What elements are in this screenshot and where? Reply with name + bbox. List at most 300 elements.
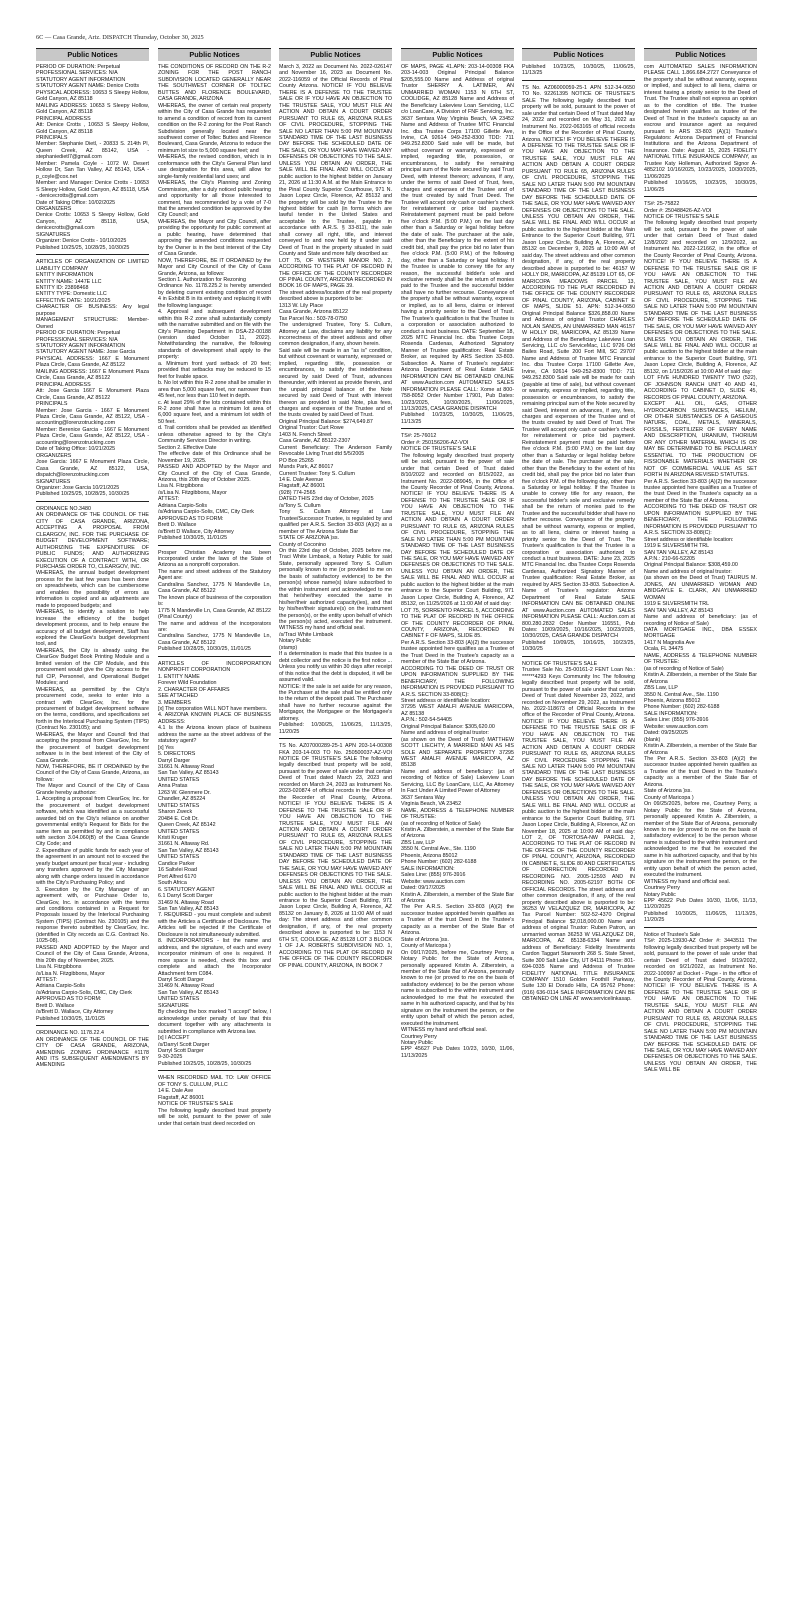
notice-paragraph: TS No. AZ07000289-25-1 APN 203-14-00308 FKA 203-14-003 TO No. 250500037-AZ-VOI NOTICE OF TRUSTEE'S SALE The following legally described trust property will be sold, pursuant to the power of sale under that certain Deed of Trust dated March 23, 2023 and recorded on March 24, 2023 as Instrument No. 2023-020874 of official records in the Office of the Recorder of Pinal County, Arizona. NOTICE! IF YOU BELIEVE THERE IS A DEFENSE TO THE TRUSTEE SALE OR IF YOU HAVE AN OBJECTION TO THE TRUSTEE SALE, YOU MUST FILE AN ACTION AND OBTAIN A COURT ORDER PURSUANT TO RULE 65, ARIZONA RULES OF CIVIL PROCEDURE, STOPPING THE SALE NO LATER THAN 5:00 PM MOUNTAIN STANDARD TIME OF THE LAST BUSINESS DAY BEFORE THE SCHEDULED DATE OF THE SALE, OR YOU MAY HAVE WAIVED ANY DEFENSES OR OBJECTIONS TO THE SALE. UNLESS YOU OBTAIN AN ORDER, THE SALE WILL BE FINAL AND WILL OCCUR at public auction to the highest bidder at the main entrance to the Superior Court Building, 971 Jason Lopez Circle, Building A, Florence, AZ 85132 on January 8, 2026 at 11:00 AM of said day: The street address and other common designation, if any, of the real property described above is purported to be: 1153 N 6TH ST, COOLIDGE, AZ 85128 LOT 3 BLOCK 1 OF J.A. ROBERTS SUBDIVISION NO. 1, ACCORDING TO THE PLAT OF RECORD IN THE OFFICE OF THE COUNTY RECORDER OF PINAL COUNTY, ARIZONA, IN BOOK 7: [279, 743, 392, 969]
notice-paragraph: San Tan Valley, AZ 85143: [158, 906, 219, 912]
notice-divider: [158, 545, 271, 546]
notice-paragraph: Name and address of beneficiary: (as of recording of Notice of Sale): [644, 614, 757, 627]
notice-paragraph: The undersigned Trustee, Tony S. Cullum, Attorney at Law, disclaims any liability for any incorrectness of the street address and other common designation, if any, shown herein.: [279, 322, 392, 348]
notice-paragraph: 3550 N. Central Ave., Ste. 1190: [644, 691, 719, 698]
notice-paragraph: Lisa N. Fitzgibbons: [158, 483, 204, 490]
notice-paragraph: Published 10/25/25, 10/28/25, 10/30/25: [36, 491, 130, 498]
notice-paragraph: ORGANIZERS: [36, 452, 72, 459]
notice-paragraph: ZBS Law, LLP: [401, 839, 435, 846]
notice-column-6: [644, 48, 757, 1588]
notice-paragraph: Phoenix, Arizona 85012: [644, 697, 701, 704]
notice-paragraph: /s/Traci White Limbaok: [279, 631, 334, 638]
notice-divider: [36, 1025, 149, 1026]
notice-paragraph: PHYSICAL ADDRESS: 10653 S Sleepy Hollow, Gold Canyon, AZ 85118: [36, 89, 149, 103]
notice-paragraph: Queen Creek, AZ 85142: [158, 822, 216, 829]
notice-paragraph: ORGANIZERS: [36, 205, 72, 212]
notice-paragraph: SALE INFORMATION:: [401, 865, 455, 872]
notice-paragraph: 16 Saltvlei Road: [158, 867, 197, 874]
notice-paragraph: STATUTORY AGENT NAME: Denice Crotts: [36, 83, 140, 90]
notice-paragraph: PASSED AND ADOPTED by the Mayor and City Council of the City of Casa Grande, Arizona, this 20th day of October 2025.: [158, 464, 271, 483]
notice-paragraph: 20484 E. Colt Dr.: [158, 815, 199, 822]
notice-paragraph: Website: www.auction.com: [401, 878, 465, 885]
notice-paragraph: 9-30-2025: [158, 1054, 183, 1061]
notice-paragraph: Original Trustor: Curt Rowe: [279, 425, 344, 432]
notice-paragraph: Forever Wild Foundation: [158, 680, 217, 687]
notice-paragraph: WHEREAS, the annual budget development process for the last few years has been done on spreadsheets, which can be cumbersome and enables the possibility of errors as information is copied and as adjustments are made to proposed budgets; and: [36, 570, 149, 609]
notice-paragraph: Candice Parker: [158, 860, 195, 867]
notice-paragraph: SIGNATURES: [36, 231, 71, 238]
notice-paragraph: The effective date of this Ordinance shall be November 19, 2025.: [158, 451, 271, 464]
notice-paragraph: PERIOD OF DURATION: Perpetual: [36, 64, 121, 70]
notice-paragraph: WHEN RECORDED MAIL TO: LAW OFFICE OF TONY S. CULLUM, PLLC: [158, 1075, 271, 1088]
notice-paragraph: NOTICE OF TRUSTEE'S SALE: [522, 660, 598, 667]
notice-paragraph: MAILING ADDRESS: 1667 E Monument Plaza Circle, Casa Grande, AZ 85122: [36, 368, 149, 382]
notice-paragraph: Member: Jose Garcia - 1667 E Monument Plaza Circle, Casa Grande, AZ 85122, USA - accounting@lorenzotrucking.com: [36, 407, 149, 427]
notice-paragraph: Published 10/25/25, 10/28/25, 10/30/25: [158, 1060, 252, 1067]
notice-paragraph: Denice Crotts: 10653 S Sleepy Hollow, Gold Canyon, AZ 85118, USA, denicecrotts@gmail.com: [36, 212, 149, 232]
notice-paragraph: Published 10/30/25, 11/06/25, 11/13/25, 11/20/25: [644, 910, 757, 924]
notice-paragraph: Phone Number: (602) 282-6188: [401, 859, 477, 866]
notice-paragraph: ENTITY ID: 23898468: [36, 284, 89, 291]
notice-paragraph: PASSED AND ADOPTED by the Mayor and Council of the City of Casa Grande, Arizona, this 20th day of November, 2025.: [36, 944, 149, 964]
notice-paragraph: The following legally described trust property will be sold, pursuant to the power of sale under that certain Deed of Trust dated 12/8/2022 and recorded on 12/9/2022, as Instrument No. 2022-121662, in the office of the County Recorder of Pinal County, Arizona. NOTICE! IF YOU BELIEVE THERE IS A DEFENSE TO THE TRUSTEE SALE OR IF YOU HAVE AN OBJECTION TO THE TRUSTEE SALE, YOU MUST FILE AN ACTION AND OBTAIN A COURT ORDER PURSUANT TO RULE 65, ARIZONA RULES OF CIVIL PROCEDURE, STOPPING THE SALE NO LATER THAN 5:00 PM MOUNTAIN STANDARD TIME OF THE LAST BUSINESS DAY BEFORE THE SCHEDULED DATE OF THE SALE, OR YOU MAY HAVE WAIVED ANY DEFENSES OR OBJECTIONS TO THE SALE. UNLESS YOU OBTAIN AN ORDER, THE SALE WILL BE FINAL AND WILL OCCUR at public auction to the highest bidder at the main entrance to the Superior Court Building, 971 Jason Lopez Circle, Building A, Florence, AZ 85132, on 1/15/2026 at 10:00 AM of said day:: [644, 220, 757, 375]
notice-paragraph: Notice of Trustee's Sale: [644, 931, 701, 938]
notice-paragraph: EXCEPT ALL OIL, GAS, OTHER HYDROCARBON SUBSTANCES, HELIUM, OR OTHER SUBSTANCES OF A GASEOUS NATURE, COAL, METALS, MINERALS, FOSSILS, FERTILIZER OF EVERY NAME AND DESCRIPTION, URANIUM, THORIUM OR ANY OTHER MATERIAL WHICH IS OR MAY BE DETERMINED TO BE PECULIARLY ESSENTIAL TO THE PRODUCTION OF FISSIONABLE MATERIALS WHETHER OR NOT OF COMMERCIAL VALUE AS SET FORTH IN ARIZONA REVISED STATUTES.: [644, 401, 757, 479]
notice-paragraph: Candralina Sanchez, 1775 N Mandeville Ln, Casa Grande, AZ 85122: [158, 581, 271, 595]
notice-paragraph: Member: and Manager: Denice Crotts - 10653 S Sleepy Hollow, Gold Canyon, AZ 85118, USA - denicecrotts@gmail.com: [36, 180, 149, 200]
notice-paragraph: Organizer: Denice Crotts - 10/10/2025: [36, 238, 127, 245]
notice-paragraph: San Tan Valley, AZ 85143: [158, 989, 219, 996]
notice-divider: [158, 656, 271, 657]
notice-paragraph: ZBS Law, LLP: [644, 685, 678, 692]
notice-divider: [644, 196, 757, 197]
notice-paragraph: The following legally described trust property will be sold, pursuant to the power of sale under that certain Deed of Trust dated 8/10/2022 and recorded on 8/15/2022, as Instrument No. 2022-089045, in the Office of the County Recorder of Pinal County, Arizona. NOTICE! IF YOU BELIEVE THERE IS A DEFENSE TO THE TRUSTEE SALE OR IF YOU HAVE AN OBJECTION TO THE TRUSTEE SALE, YOU MUST FILE AN ACTION AND OBTAIN A COURT ORDER PURSUANT TO RULE 65, ARIZONA RULES OF CIVIL PROCEDURE, STOPPING THE SALE NO LATER THAN 5:00 PM MOUNTAIN STANDARD TIME OF THE LAST BUSINESS DAY BEFORE THE SCHEDULED DATE OF THE SALE, OR YOU MAY HAVE WAIVED ANY DEFENSES OR OBJECTIONS TO THE SALE. UNLESS YOU OBTAIN AN ORDER, THE SALE WILL BE FINAL AND WILL OCCUR at public auction to the highest bidder at the main entrance to the Superior Court Building, 971 Jason Lopez Circle, Building A, Florence, AZ 85132, on 11/25/2026 at 11:00 AM of said day:: [401, 452, 514, 608]
notice-paragraph: 31469 N. Altaway Road: [158, 899, 214, 906]
notice-paragraph: Original Principal Balance: $274,649.87: [279, 418, 373, 425]
notice-paragraph: Kristin A. Zilberstein, a member of the State Bar of Arizona: [644, 743, 757, 756]
notice-paragraph: 4. ARIZONA KNOWN PLACE OF BUSINESS ADDRESS:: [158, 712, 271, 725]
notice-paragraph: Sales Line: (855) 976-3916: [401, 872, 466, 879]
public-notice: [522, 661, 635, 1003]
notice-paragraph: Notary Public: [401, 1039, 433, 1046]
notice-paragraph: ORDINANCE NO. 1178.22.4: [36, 1030, 104, 1037]
notice-paragraph: Order #: 250488426-AZ-VOI: [644, 207, 712, 214]
notice-paragraph: ENTITY INFORMATION: [36, 272, 94, 279]
notice-paragraph: Phoenix, Arizona 85012: [401, 852, 458, 859]
notice-paragraph: Att: Denice Crotts , 10653 S Sleepy Hollow, Gold Canyon, AZ 85118: [36, 122, 149, 135]
section-header: Public Notices: [36, 48, 149, 61]
notice-paragraph: Said sale will be made in an "as is" condition, but without covenant or warranty, expressed or implied, regarding title, possession or encumbrances, to satisfy the indebtedness secured by said Deed of Trust, advances thereunder, with interest as provide therein, and the unpaid principal balance of the Note secured by said Deed of Trust with interest thereon as provided in said Note, plus fees, charges and expenses of the Trustee and of the trusts created by said Deed of Trust.: [279, 347, 392, 419]
section-header: Public Notices: [644, 48, 757, 61]
notice-paragraph: NOW, THEREFORE, BE IT ORDAINED by the Mayor and City Council of the City of Casa Grande, Arizona, as follows:: [158, 257, 271, 277]
notice-paragraph: PRINCIPAL ADDRESS: [36, 115, 91, 122]
notice-paragraph: Flagstaff, AZ 86001: [158, 1094, 205, 1101]
notice-paragraph: Casa Grande, Arizona 85122: [279, 309, 348, 316]
public-notice: [36, 1030, 149, 1069]
notice-paragraph: MAILING ADDRESS: 10653 S Sleepy Hollow, Gold Canyon, AZ 85118: [36, 102, 149, 116]
notice-paragraph: [x] Yes: [158, 744, 174, 751]
notice-paragraph: Sales Line: (855) 976-3916: [644, 717, 709, 724]
notice-column-3: [279, 48, 392, 1588]
masthead: 6C — Casa Grande, Ariz. DISPATCH Thursday, October 30, 2025: [36, 34, 204, 41]
notice-paragraph: UNITED STATES: [158, 854, 200, 861]
notice-paragraph: PRINCIPALS: [36, 134, 68, 141]
notice-paragraph: 3550 N. Central Ave., Ste. 1190: [401, 846, 476, 853]
notice-paragraph: Tax Parcel No.: 503-78-0750: [279, 315, 348, 322]
notice-paragraph: Att: Jose Garcia 1667 E Monument Plaza Circle, Casa Grande, AZ 85122: [36, 388, 149, 401]
notice-paragraph: The Mayor and Council of the City of Casa Grande hereby authorize:: [36, 783, 149, 796]
notice-paragraph: ATTEST:: [36, 976, 57, 983]
notice-paragraph: /s/Brett D. Wallace, City Attorney: [36, 1009, 114, 1016]
notice-paragraph: Brett D. Wallace: [36, 1002, 75, 1009]
public-notice: [522, 85, 635, 653]
notice-paragraph: WHEREAS, as permitted by the City's procurement code, seeks to enter into a contract with ClearGov, Inc. for the procurement of budget development software on the terms, conditions, and specifications set forth in the Interlocal Purchasing System (TIPS) (Contract No. 230105); and: [36, 686, 149, 732]
notice-paragraph: Kristin A. Zilberstein, a member of the State Bar of Arizona: [644, 672, 757, 685]
notice-paragraph: On 09/17/2025, before me, Courtney Perry, a Notary Public for the State of Arizona, personally appeared Kristin A. Zilberstein, a member of the State Bar of Arizona, personally known to me (or proved to me on the basis of satisfactory evidence) to be the person whose name is subscribed to the within instrument and acknowledged to me that he executed the same in his authorized capacity, and that by his signature on the instrument the person, or the entity upon behalf of which the person acted, executed the instrument.: [401, 949, 514, 1027]
notice-paragraph: A.P.N.: 210-66-52205: [644, 555, 695, 562]
notice-paragraph: UNITED STATES: [158, 802, 200, 809]
notice-paragraph: Published 10/16/25, 10/23/25, 10/30/25, 11/06/25: [644, 180, 757, 193]
notice-paragraph: 2. CHARACTER OF AFFAIRS: [158, 686, 230, 693]
notice-paragraph: Sharon Zweck: [158, 809, 193, 816]
notice-column-1: [36, 48, 149, 1588]
notice-paragraph: PHYSICAL ADDRESS: 1667 E Monument Plaza Circle, Casa Grande, AZ 85122: [36, 355, 149, 369]
notice-paragraph: State of Arizona )ss.: [401, 936, 449, 943]
notice-paragraph: EPP 45627 Pub Dates 10/23, 10/30, 11/06, 11/13/2025: [401, 1046, 514, 1059]
notice-paragraph: WHEREAS, the Mayor and Council find that accepting the proposal from ClearGov, Inc. for the procurement of budget development software is in the best interest of the City of Casa Grande.: [36, 731, 149, 764]
notice-paragraph: Tony S. Cullum Attorney at Law Trustee/Successor Trustee, is regulated by and qualified per A.R.S. Section 33-803 (A)(2) as a member of The Arizona State Bar: [279, 509, 392, 535]
notice-paragraph: A.P.N.: 502-54-54405: [401, 717, 452, 724]
notice-paragraph: SALE INFORMATION:: [644, 710, 698, 717]
notice-paragraph: County of Maricopa ): [401, 943, 451, 950]
notice-paragraph: /s/Tony S. Cullum: [279, 502, 321, 509]
notice-paragraph: d. Trail corridors shall be provided as identified unless otherwise agreed to by the City's Community Services Director in writing.: [158, 425, 271, 445]
notice-paragraph: TS#: 25-75822: [644, 201, 680, 208]
notice-paragraph: ENTITY NAME: 1447E LLC: [36, 278, 102, 285]
notice-divider: [522, 656, 635, 657]
public-notice: [158, 1075, 271, 1127]
notice-paragraph: By checking the box marked "I accept" below, I acknowledge under penalty of law that this document together with any attachments is submitted in compliance with Arizona law.: [158, 1009, 271, 1035]
notice-paragraph: The following legally described trust property will be sold, pursuant to the power of sale under that certain trust deed recorded on: [158, 1107, 271, 1127]
public-notice: [36, 64, 149, 251]
notice-paragraph: NOTICE OF TRUSTEE'S SALE: [401, 446, 477, 453]
notice-paragraph: ORDINANCE NO.3480: [36, 505, 91, 512]
notice-paragraph: Website: www.auction.com: [644, 723, 708, 730]
notice-paragraph: /s/Lisa N. Fitzgibbons, Mayor: [158, 489, 227, 496]
notice-paragraph: 14 E. Dale Avenue: [279, 477, 324, 483]
notice-divider: [522, 80, 635, 81]
notice-paragraph: Candralina Sanchez, 1775 N Mandeville Ln, Casa Grande, AZ 85122: [158, 633, 271, 646]
notice-paragraph: Street address or identifiable location:: [401, 697, 491, 704]
notice-paragraph: ACCORDING TO THE DEED OF TRUST OR UPON INFORMATION SUPPLIED BY THE BENEFICIARY, THE FOLLOWING INFORMATION IS PROVIDED PURSUANT TO A.R.S. SECTION 33-808(C):: [401, 665, 514, 698]
notice-paragraph: DATED THIS 23rd day of October, 2025: [279, 496, 374, 503]
notice-paragraph: OF MAPS, PAGE 41.APN: 203-14-00308 FKA 203-14-003 Original Principal Balance $205,555.00 Name and Address of original Trustor SHERRY A. LATIMER, AN UNMARRIED WOMAN 1153 N 6TH ST, COOLIDGE, AZ 85128 Name and Address of the Beneficiary Lakeview Loan Servicing, LLC c/o LoanCare, A Division of FNF Servicing, Inc. 3637 Sentara Way Virginia Beach, VA 23452 Name and Address of Trustee MTC Financial Inc. dba Trustee Corps 17100 Gillette Ave, Irvine, CA 92614 949-252-8300 TDD: 711 949.252.8300 Said sale will be made, but without covenant or warranty, expressed or implied, regarding title, possession, or encumbrances, to satisfy the remaining principal sum of the Note secured by said Trust Deed, with interest thereon; advances, if any, under the terms of said Deed of Trust, fees, charges and expenses of the Trustee and of the trust created by said Trust Deed. The Trustee will accept only cash or cashier's check for reinstatement or price bid payment. Reinstatement payment must be paid before five o'clock P.M. (5:00 P.M.) on the last day other than a Saturday or legal holiday before the date of sale. The purchaser at the sale, other than the Beneficiary to the extent of his credit bid, shall pay the price bid no later than five o'clock P.M. (5:00 P.M.) of the following day, other than a Saturday or legal holiday. If the Trustee is unable to convey title for any reason, the successful bidder's sole and exclusive remedy shall be the return of monies paid to the Trustee and the successful bidder shall have no further recourse. Conveyance of the property shall be without warranty, express or implied, as to all liens, claims or interest having a priority senior to the Deed of Trust. The Trustee's qualification is that the Trustee is a corporation or association authorized to conduct a trust business. DATE: September 18, 2025 MTC Financial Inc. dba Trustee Corps Rosenda Cardenas, Authorized Signatory Manner of Trustee qualification: Real Estate Broker, as required by ARS Section 33-803. Subsection A. Name of Trustee's regulator: Arizona Department of Real Estate SALE INFORMATION CAN BE OBTAINED ONLINE AT www.Auction.com AUTOMATED SALES INFORMATION PLEASE CALL: Xome at 800-758-8052 Order Number 17901, Pub Dates: 10/23/2025, 10/30/2025, 11/06/2025, 11/13/2025, CASA GRANDE DISPATCH: [401, 64, 514, 413]
notice-paragraph: EPP 45622 Pub Dates 10/30, 11/06, 11/13, 11/20/2025: [644, 898, 757, 911]
notice-paragraph: SAN TAN VALLEY, AZ 85143: [644, 607, 714, 614]
section-header: Public Notices: [522, 48, 635, 61]
notice-paragraph: /s/Adriana Carpio-Solis, CMC, City Clerk: [158, 509, 254, 516]
notice-paragraph: /s/Lisa N. Fitzgibbons, Mayor: [36, 970, 105, 977]
notice-paragraph: 3637 Sentara Way: [401, 794, 446, 801]
notice-column-5: [522, 48, 635, 1588]
notice-paragraph: Prosper Christian Academy has been incorporated under the laws of the State of Arizona as a nonprofit corporation.: [158, 549, 271, 569]
notice-paragraph: San Tan Valley, AZ 85143: [158, 847, 219, 854]
notice-paragraph: Dated: 09/25/2025: [644, 730, 688, 737]
notice-paragraph: PROFESSIONAL SERVICES: N/A: [36, 336, 118, 343]
notice-divider: [36, 501, 149, 502]
notice-paragraph: PRINCIPALS: [36, 401, 68, 408]
notice-paragraph: ARTICLES OF ORGANIZATION OF LIMITED LIABILITY COMPANY: [36, 259, 149, 272]
notice-paragraph: Per A.R.S. Section 33-803 (A)(2) the successor trustee appointed here qualifies as a Trustee of the Trust Deed in the Trustee's capacity as a member of the State Bar of Arizona.: [401, 639, 514, 666]
notice-paragraph: County of Maricopa ): [644, 794, 694, 801]
notice-paragraph: 5. DIRECTORS: [158, 751, 196, 758]
notice-paragraph: (928) 774-2565: [279, 489, 316, 496]
notice-paragraph: If a determination is made that this trustee is a debt collector and the notice is the first notice ... Unless you notify us within 30 days after receipt of this notice that the debt is disputed, it will be assumed valid.: [279, 651, 392, 684]
notice-paragraph: 1417 N Magnolia Ave: [644, 639, 695, 646]
notice-paragraph: MANAGEMENT STRUCTURE: Member-Owned: [36, 317, 149, 330]
notice-paragraph: (as of recording of Notice of Sale): [644, 665, 724, 672]
notice-paragraph: NAME, ADDRESS & TELEPHONE NUMBER OF TRUSTEE:: [401, 807, 514, 821]
notice-paragraph: (as of recording of Notice of Sale): [401, 820, 481, 827]
notice-paragraph: [x] The corporation WILL NOT have members.: [158, 705, 268, 712]
notice-paragraph: 6. STATUTORY AGENT: [158, 886, 215, 893]
notice-paragraph: Published 10/30/25, 11/01/25: [158, 535, 228, 542]
notice-paragraph: State of Arizona )ss.: [644, 788, 692, 795]
notice-paragraph: March 3, 2022 as Document No. 2022-026147 and November 16, 2023 as Document No. 2022-116059 of the Official Records of Pinal County Arizona. NOTICE! IF YOU BELIEVE THERE IS A DEFENSE TO THE TRUSTEE SALE OR IF YOU HAVE AN OBJECTION TO THE TRUSTEE SALE, YOU MUST FILE AN ACTION AND OBTAIN A COURT ORDER PURSUANT TO RULE 65, ARIZONA RULES OF CIVIL PROCEDURE, STOPPING THE SALE NO LATER THAN 5:00 PM MOUNTAIN STANDARD TIME OF THE LAST BUSINESS DAY BEFORE THE SCHEDULED DATE OF THE SALE, OR YOU MAY HAVE WAIVED ANY DEFENSES OR OBJECTIONS TO THE SALE. UNLESS YOU OBTAIN AN ORDER, THE SALE WILL BE FINAL AND WILL OCCUR at public auction to the highest bidder on January 21, 2026 at 11:30 A.M. at the Main Entrance to the Pinal County Superior Courthouse, 971 N. Jason Lopez Circle, Florence, AZ 85132 and the property will be sold by the Trustee to the highest bidder for cash (in forms which are lawful tender in the United States and acceptable to the Trustee, payable in accordance with A.R.S. § 33-811), the sale shall convey all right, title, and interest conveyed to and now held by it under said Deed of Trust in the property situated in said County and State and more fully described as:: [279, 64, 392, 258]
notice-paragraph: Member: Pamela Coyle - 1072 W. Desert Hollow Dr, San Tan Valley, AZ 85143, USA - p_coyle@cox.net: [36, 160, 149, 180]
public-notice: [279, 743, 392, 969]
notice-paragraph: TS#: 25-76012: [401, 433, 437, 440]
notice-paragraph: Chandler, AZ 85224: [158, 796, 206, 803]
public-notice: [644, 201, 757, 924]
notice-paragraph: WHEREAS, the City is already using the ClearGov Budget Book Printing Module and a limited version of the CIP Module, and this procurement would give the City access to the full CIP, Personnel, and Operational Budget Modules; and: [36, 647, 149, 687]
notice-paragraph: 14 E. Dale Ave: [158, 1088, 194, 1095]
notice-paragraph: Street address or identifiable location:: [644, 536, 734, 543]
section-header: Public Notices: [401, 48, 514, 61]
public-notice: [158, 661, 271, 1068]
notice-paragraph: EFFECTIVE DATE: 10/21/2025: [36, 297, 111, 304]
notice-paragraph: STATUTORY AGENT INFORMATION: [36, 76, 126, 83]
notice-paragraph: WHEREAS, to identify a solution to help increase the efficiency of the budget development process, and to help ensure the accuracy of all budget development, Staff has explored the ClearGov's budget development tool, and: [36, 609, 149, 648]
notice-paragraph: Kristin A. Zilberstein, a member of the State Bar of Arizona: [401, 827, 514, 840]
notice-paragraph: STATUTORY AGENT INFORMATION: [36, 343, 126, 350]
notice-paragraph: On 09/25/2025, before me, Courtney Perry, a Notary Public for the State of Arizona, personally appeared Kristin A. Zilberstein, a member of the State Bar of Arizona, personally known to me (or proved to me on the basis of satisfactory evidence) to be the person whose name is subscribed to the within instrument and acknowledged to me that he executed the same in his authorized capacity, and that by his signature on the instrument the person, or the entity upon behalf of which the person acted, executed the instrument.: [644, 801, 757, 879]
notice-paragraph: ATTEST:: [158, 496, 179, 503]
notice-paragraph: Adriana Carpio-Solis: [158, 502, 208, 509]
notice-paragraph: Anna Pratas: [158, 783, 188, 790]
section-header: Public Notices: [279, 48, 392, 61]
notice-paragraph: NAME, ADDRESS & TELEPHONE NUMBER OF TRUSTEE:: [644, 652, 757, 666]
public-notice: [644, 64, 757, 193]
notice-paragraph: 1. ENTITY NAME: [158, 673, 200, 680]
notice-paragraph: Published 10/30/25, 11/01/25: [36, 1015, 106, 1022]
notice-divider: [158, 1070, 271, 1071]
notice-paragraph: SIGNATURE: [158, 1002, 189, 1009]
notice-paragraph: WHEREAS, the Mayor and City Council, after providing the opportunity for public comment at a public hearing, have determined that approving the amended conditions requested by the Owner is in the best interest of the City of Casa Grande.: [158, 218, 271, 258]
notice-paragraph: NOTICE: If the sale is set aside for any reason, the Purchaser at the sale shall be entitled only to the return of the deposit paid. The Purchaser shall have no further recourse against the Mortgagor, the Mortgagee or the Mortgagee's attorney.: [279, 683, 392, 722]
notice-paragraph: 1919 E SILVERSMITH TRL: [644, 601, 710, 608]
notice-paragraph: /s/Brett D Wallace, City Attorney: [158, 528, 234, 535]
notice-paragraph: AN ORDINANCE OF THE COUNCIL OF THE CITY OF CASA GRANDE, ARIZONA, ACCEPTING A PROPOSAL FROM CLEARGOV, INC. FOR THE PURCHASE OF BUDGET DEVELOPMENT SOFTWARE; AUTHORIZING THE EXPENDITURE OF PUBLIC FUNDS; AND AUTHORIZING EXECUTION OF A CONTRACT WITH, OR PURCHASE ORDER TO, CLEARGOV, INC.: [36, 512, 149, 570]
notice-paragraph: WHEREAS, the City's Planning and Zoning Commission, after a duly noticed public hearing and opportunity for all those interested to comment, has recommended by a vote of 7-0 that the amended condition be approved by the City Council; and: [158, 180, 271, 219]
notice-paragraph: Original Principal Balance: $305,620.00: [401, 723, 495, 730]
notice-paragraph: /s/Adriana Carpio-Solis, CMC, City Clerk: [36, 989, 132, 996]
notice-paragraph: SIGNATURES: [36, 478, 71, 485]
notice-paragraph: (as shown on the Deed of Trust) TAURUS M. JONES, AN UNMARRIED WOMAN AND ABIDGAYLE E. CLARK, AN UNMARRIED WOMAN: [644, 575, 757, 601]
notice-column-4: [401, 48, 514, 1588]
public-notice: [522, 64, 635, 77]
notice-paragraph: Current Trustee: Tony S. Cullum: [279, 470, 355, 477]
notice-paragraph: PO Box 25265: [279, 457, 314, 464]
notice-paragraph: STATE OF ARIZONA )ss.: [279, 535, 340, 542]
notice-paragraph: 1313 W. Lily Place: [279, 302, 323, 309]
notice-paragraph: (as shown on the Deed of Trust) MATTHEW SCOTT LIECHTY, A MARRIED MAN AS HIS SOLE AND SEPARATE PROPERTY 37295 WEST AMALFI AVENUE MARICOPA, AZ 85138: [401, 736, 514, 769]
notice-paragraph: Ordinance No. 1178.225.2 is hereby amended by deleting current existing condition of record 4 in Exhibit B in its entirety and replacing it with the following language:: [158, 283, 271, 309]
notice-paragraph: UNITED STATES: [158, 828, 200, 835]
notice-paragraph: Munds Park, AZ 86017: [279, 464, 334, 471]
notice-paragraph: STATUTORY AGENT NAME: Jose Garcia: [36, 349, 136, 356]
notice-paragraph: Lisa N. Fitzgibbons: [36, 964, 82, 971]
notice-paragraph: SAN TAN VALLEY, AZ 85143: [644, 549, 714, 556]
notice-paragraph: 37295 WEST AMALFI AVENUE MARICOPA, AZ 85138: [401, 704, 514, 717]
notice-paragraph: Notary Public: [279, 638, 311, 645]
notice-paragraph: Brett D. Wallace: [158, 522, 197, 529]
notice-paragraph: UNITED STATES: [158, 996, 200, 1003]
notice-paragraph: DATA MORTGAGE INC., DBA ESSEX MORTGAGE: [644, 626, 757, 640]
notice-paragraph: (blank): [644, 736, 661, 743]
notice-paragraph: County of Coconino: [279, 541, 326, 548]
notice-paragraph: Phone Number: (602) 282-6188: [644, 704, 720, 711]
notice-paragraph: 2. Expenditure of public funds for each year of the agreement in an amount not to exceed the yearly budget amount per fiscal year - including any transfers approved by the City Manager along with change orders issued in accordance with the City's Purchasing Policy; and: [36, 847, 149, 887]
notice-paragraph: Published 10/25/25, 10/28/25, 10/30/25: [36, 244, 130, 251]
notice-paragraph: NOW, THEREFORE, BE IT ORDAINED by the Council of the City of Casa Grande, Arizona, as follows:: [36, 764, 149, 783]
notice-paragraph: 1. Accepting a proposal from ClearGov, Inc. for the procurement of budget development software, which was identified as a successful awarded bid on the City's reliance on another governmental entity's Request for Bids for the same item as permitted by and in compliance with section 3.04.060(B) of the Casa Grande City Code; and: [36, 796, 149, 848]
notice-paragraph: TS#: 2025-13930-AZ Order #: 3443511 The following legally described trust property will be sold, pursuant to the power of sale under that certain Deed of Trust dated 9/19/2022, recorded on 9/21/2022, as Instrument No. 2022-100997 at Docket - Page - in the office of the County Recorder of Pinal County, Arizona. NOTICE! IF YOU BELIEVE THERE IS A DEFENSE TO THE TRUSTEE SALE OR IF YOU HAVE AN OBJECTION TO THE TRUSTEE SALE, YOU MUST FILE AN ACTION AND OBTAIN A COURT ORDER PURSUANT TO RULE 65, ARIZONA RULES OF CIVIL PROCEDURE, STOPPING THE SALE NO LATER THAN 5:00 PM MOUNTAIN STANDARD TIME OF THE LAST BUSINESS DAY BEFORE THE SCHEDULED DATE OF THE SALE, OR YOU MAY HAVE WAIVED ANY DEFENSES OR OBJECTIONS TO THE SALE. UNLESS YOU OBTAIN AN ORDER, THE SALE WILL BE: [644, 938, 757, 1074]
notice-paragraph: AN ORDINANCE OF THE COUNCIL OF THE CITY OF CASA GRANDE, ARIZONA, AMENDING ZONING ORDINANCE #1178 AND ITS SUBSEQUENT AMENDMENTS BY AMENDING: [36, 1036, 149, 1069]
notice-paragraph: 1775 N Mandeville Ln, Casa Grande, AZ 85122 (Pinal County): [158, 607, 271, 621]
notice-paragraph: 3. Execution by the City Manager of an agreement with, or Purchase Order to, ClearGov, Inc. in accordance with the terms and conditions contained in a Request for Proposals issued by the Interlocal Purchasing System (TIPS) (Contract No. 230105) and the response thereto submitted by ClearGov, Inc. (identified in City records as C.G. Contract No. 1025-08).: [36, 886, 149, 945]
notice-paragraph: San Tan Valley, AZ 85143: [158, 770, 219, 777]
notice-paragraph: Order #: 250156206-AZ-VOI: [401, 439, 469, 446]
notice-paragraph: 1919 E SILVERSMITH TRL: [644, 543, 710, 550]
notice-paragraph: LOT 75, OF WESTERN MANOR NO. 2, ACCORDING TO THE PLAT OF RECORD IN THE OFFICE OF THE COUNTY RECORDER OF PINAL COUNTY, ARIZONA RECORDED IN BOOK 16 OF MAPS, PAGE 39.: [279, 257, 392, 290]
notice-paragraph: The street address/location of the real property described above is purported to be:: [279, 289, 392, 303]
notice-paragraph: PROFESSIONAL SERVICES: N/A: [36, 70, 118, 77]
notice-paragraph: APPROVED AS TO FORM:: [158, 515, 224, 522]
notice-paragraph: com AUTOMATED SALES INFORMATION PLEASE CALL 1.866.684.2727 Conveyance of the property shall be without warranty, express or implied, and subject to all liens, claims or interest having a priority senior to the Deed of Trust. The Trustee shall not express an opinion as to the condition of title. The trustee designated herein qualifies as trustee of the Deed of Trust in the trustee's capacity as an escrow and insurance agent as required pursuant to ARS 33-803 (A)(1) Trustee's Regulators: Arizona Department of Financial Institutions and the Arizona Department of Insurance. Date: August 15, 2025 FIDELITY NATIONAL TITLE INSURANCE COMPANY, as Trustee Katy Holleman, Authorized Signor A-4852102 10/16/2025, 10/23/2025, 10/30/2025, 11/06/2025: [644, 64, 757, 180]
notice-paragraph: Flagstaff, AZ 86001: [279, 483, 326, 490]
notice-paragraph: 31661 N. Altaway Rd.: [158, 841, 210, 848]
notice-paragraph: The known place of business of the corporation is:: [158, 594, 271, 608]
notice-paragraph: ARTICLES OF INCORPORATION NONPROFIT CORPORATION: [158, 660, 271, 674]
notice-column-2: [158, 48, 271, 1588]
notice-paragraph: Published: 10/30/25, 11/06/25, 11/13/25, 11/20/25: [279, 722, 392, 735]
notice-paragraph: Published 10/23/25, 10/30/25, 11/06/25, 11/13/25: [522, 64, 635, 77]
notice-paragraph: Current Beneficiary: The Anderson Family Revocable Living Trust dtd 5/5/2005: [279, 444, 392, 458]
public-notice: [279, 64, 392, 735]
notice-paragraph: Darryl Darger: [158, 757, 191, 764]
notice-paragraph: 31469 N. Altaway Road: [158, 983, 214, 990]
public-notice: [36, 259, 149, 498]
notice-paragraph: The Per A.R.S. Section 33-803 (A)(2) the successor trustee appointed herein qualifies as a Trustee of the trust Deed in the Trustee's capacity as a member of the State Bar of Arizona.: [644, 756, 757, 788]
notice-divider: [36, 254, 149, 255]
notice-paragraph: 8. INCORPORATORS - list the name and address, and the signature, of each and every incorporator minimum of one is required. If more space is needed, check this box and complete and attach the Incorporator Attachment form C084.: [158, 938, 271, 977]
notice-paragraph: WITNESS my hand and official seal.: [401, 1027, 488, 1034]
notice-paragraph: THE CONDITIONS OF RECORD ON THE R-2 ZONING FOR THE POST RANCH SUBDIVISION LOCATED GENERALLY NEAR THE SOUTHWEST CORNER OF TOLTEC BUTTES AND FLORENCE BOULEVARD, CASA GRANDE, ARIZONA: [158, 64, 271, 103]
notice-paragraph: Date of Taking Office: 10/02/2025: [36, 199, 116, 206]
notice-paragraph: The name and street address of the Statutory Agent are:: [158, 568, 271, 582]
notice-paragraph: 31661 N. Altaway Road: [158, 764, 214, 771]
notice-paragraph: Section 2. Effective Date: [158, 444, 217, 451]
notice-paragraph: 6.1 Darryl Scott Darger: [158, 893, 213, 900]
notice-paragraph: WHEREAS, the revised condition, which is in conformance with the City's General Plan land use designation for this area, will allow for single-family residential land uses; and: [158, 154, 271, 180]
public-notice: [644, 932, 757, 1074]
notice-paragraph: Courtney Perry: [644, 885, 680, 892]
notice-paragraph: The Per A.R.S. Section 33-803 (A)(2) the successor trustee appointed herein qualifies as a Trustee of the trust Deed in the Trustee's capacity as a member of the State Bar of Arizona.: [401, 904, 514, 937]
notice-paragraph: Original Principal Balance: $308,459.00: [644, 562, 738, 569]
public-notice: [36, 506, 149, 1022]
notice-paragraph: PRINCIPAL ADDRESS: [36, 381, 91, 388]
public-notice: [158, 550, 271, 653]
notice-paragraph: ENTITY TYPE: Domestic LLC: [36, 291, 107, 298]
public-notice: [158, 64, 271, 542]
notice-divider: [644, 927, 757, 928]
notice-paragraph: /s/Darryl Scott Darger: [158, 1041, 210, 1048]
notice-paragraph: APPROVED AS TO FORM:: [36, 996, 102, 1003]
notice-paragraph: WITNESS my hand and official seal.: [644, 878, 731, 885]
notice-paragraph: UNITED STATES: [158, 776, 200, 783]
notice-paragraph: South Africa: [158, 880, 187, 887]
notice-paragraph: WHEREAS, the owner of certain real property within the City of Casa Grande has requested to amend a condition of record from its current condition on the R-2 zoning for the Post Ranch Subdivision generally located near the southwest corner of Toltec Buttes and Florence Boulevard, Casa Grande, Arizona to reduce the minimum lot size to 5,000 square feet; and: [158, 102, 271, 154]
notice-paragraph: On this 23rd day of October, 2025 before me, Traci White Limbaok, a Notary Public for said State, personally appeared Tony S. Cullum personally known to me (or provided to me on the basis of satisfactory evidence) to be the person(s) whose name(s) is/are subscribed to the within instrument and acknowledged to me that he/she/they executed the same in his/her/their authorized capacity(ies), and that by his/her/their signature(s) on the instrument the person(s), or the entity upon behalf of which the person(s) acted, executed the instrument. WITNESS my hand and official seal.: [279, 547, 392, 632]
notice-paragraph: 4. Approval and subsequent development within this R-2 zone shall substantially comply with the narrative submitted and on file with the City's Planning Department in DSA-22-00188 (version dated October 11, 2022). Notwithstanding the narrative, the following standards of development shall apply to the property:: [158, 309, 271, 361]
section-header: Public Notices: [158, 48, 271, 61]
notice-paragraph: Kristin A. Zilberstein, a member of the State Bar of Arizona: [401, 891, 514, 904]
notice-paragraph: c. At least 29% of the lots contained within this R-2 zone shall have a minimum lot area of 6,000 square feet, and a minimum lot width of 50 feet.: [158, 399, 271, 425]
notice-paragraph: Trustee Sale No. 25-00161-2 FENT Loan No.: ******4293 Keys Community Inc The following legally described trust property will be sold, pursuant to the power of sale under that certain Deed of Trust dated November 23, 2022, and recorded on November 29, 2022, as Instrument No. 2022-118673 of Official Records in the office of the Recorder of Pinal County, Arizona. NOTICE! IF YOU BELIEVE THERE IS A DEFENSE TO THE TRUSTEE SALE OR IF YOU HAVE AN OBJECTION TO THE TRUSTEE SALE, YOU MUST FILE AN ACTION AND OBTAIN A COURT ORDER PURSUANT TO RULE 65, ARIZONA RULES OF CIVIL PROCEDURE STOPPING THE SALE NO LATER THAN 5:00 PM MOUNTAIN STANDARD TIME OF THE LAST BUSINESS DAY BEFORE THE SCHEDULED DATE OF THE SALE, OR YOU MAY HAVE WAIVED ANY DEFENSES OR OBJECTIONS TO THE SALE. UNLESS YOU OBTAIN AN ORDER, THE SALE WILL BE FINAL AND WILL OCCUR at public auction to the highest bidder at the main entrance to the Superior Court Building, 971 Jason Lopez Circle, Building A, Florence, AZ on November 18, 2025 at 10:00 AM of said day: LOT 2, OF TORTOSA-NW PARCEL 2, ACCORDING TO THE PLAT OF RECORD IN THE OFFICE OF THE COUNTY RECORDER OF PINAL COUNTY, ARIZONA, RECORDED IN CABINET E, SLIDE 80 AND CERTIFICATES OF CORRECTION RECORDED IN RECORDING NO. 2005-12593 AND IN RECORDING NO. 2005-62197 BOTH OF OFFICIAL RECORDS. The street address and other common designation, if any, of the real property described above is purported to be: 36253 W VELAZQUEZ DR, MARICOPA, AZ Tax Parcel Number: 502-52-4370 Original Principal Balance $2,018,000.00 Name and address of original Trustor: Ruben Patron, an unmarried woman 36253 W VELAZQUEZ DR, MARICOPA, AZ 85138-6334 Name and address of Beneficiary: Fidelity Investments Cardon Taggart Stanworth 268 S. State Street, Suite 300 Salt Lake City, UT 84111 Phone: 801-694-0335 Name and Address of Trustee FIDELITY NATIONAL TITLE INSURANCE COMPANY 1510 Golden Foothill Parkway, Suite 130 El Dorado Hills, CA 95762 Phone: (916) 636-0114 SALE INFORMATION CAN BE OBTAINED ON LINE AT www.servicelinkasap.: [522, 667, 635, 1003]
notice-paragraph: PERIOD OF DURATION: Perpetual: [36, 330, 121, 337]
notice-paragraph: Darryl Scott Darger: [158, 976, 204, 983]
notice-paragraph: Per A.R.S. Section 33-803 (A)(2) the successor trustee appointed here qualifies as a Trustee of the trust Deed in the Trustee's capacity as a member of the State Bar of Arizona.: [644, 478, 757, 504]
notice-paragraph: Organizer: Jose Garcia 10/21/2025: [36, 485, 120, 491]
notice-paragraph: Dated: 09/17/2025: [401, 885, 445, 892]
notice-paragraph: NOTICE OF TRUSTEE'S SALE: [158, 1101, 234, 1108]
notice-paragraph: 4.1 Is the Arizona known place of business address the same as the street address of the statutory agent?: [158, 725, 271, 745]
notice-paragraph: Darryl Scott Darger: [158, 1047, 204, 1054]
notice-paragraph: NOTICE OF TRUSTEE'S SALE: [644, 213, 720, 220]
notice-paragraph: a. Minimum front yard setback of 20 feet; provided that setbacks may be reduced to 15 feet for livable space.: [158, 360, 271, 380]
notice-paragraph: Kristi Kruger: [158, 835, 188, 842]
notice-paragraph: Name and address of original trustor:: [644, 568, 732, 575]
notice-paragraph: Date of Taking Office: 10/21/2025: [36, 446, 116, 453]
notice-paragraph: Published 10/23/25, 10/30/25, 11/06/25, 11/13/25: [401, 412, 514, 425]
public-notice: [401, 64, 514, 425]
notice-paragraph: Section 1. Authorization for Rezoning: [158, 276, 246, 283]
notice-paragraph: Ocala, FL 34475: [644, 646, 684, 653]
notice-paragraph: TS No. AZ06000059-25-1 APN 512-34-0650 TO No. 92261395 NOTICE OF TRUSTEE'S SALE The following legally described trust property will be sold, pursuant to the power of sale under that certain Deed of Trust dated May 24, 2022 and recorded on May 31, 2022 as Instrument No. 2022-063165 of official records in the Office of the Recorder of Pinal County, Arizona. NOTICE! IF YOU BELIEVE THERE IS A DEFENSE TO THE TRUSTEE SALE OR IF YOU HAVE AN OBJECTION TO THE TRUSTEE SALE, YOU MUST FILE AN ACTION AND OBTAIN A COURT ORDER PURSUANT TO RULE 65, ARIZONA RULES OF CIVIL PROCEDURE, STOPPING THE SALE NO LATER THAN 5:00 PM MOUNTAIN STANDARD TIME OF THE LAST BUSINESS DAY BEFORE THE SCHEDULED DATE OF THE SALE, OR YOU MAY HAVE WAIVED ANY DEFENSES OR OBJECTIONS TO THE SALE. UNLESS YOU OBTAIN AN ORDER, THE SALE WILL BE FINAL AND WILL OCCUR at public auction to the highest bidder at the Main Entrance to the Superior Court Building, 971 Jason Lopez Circle, Building A, Florence, AZ 85132 on December 9, 2025 at 10:00 AM of said day. The street address and other common designation, if any, of the real property described above is purported to be: 46157 W HOLLY DR, MARICOPA, AZ 85139 LOT 65, OF MARICOPA MEADOWS PARCEL 13, ACCORDING TO THE PLAT RECORDED IN THE OFFICE OF THE COUNTY RECORDER OF PINAL COUNTY, ARIZONA, CABINET E OF MAPS, SLIDE 51. APN: 512-34-0650 Original Principal Balance $326,858.00 Name and Address of original Trustor CHARLES NOLAN SANDS, AN UNMARRIED MAN 46157 W HOLLY DR, MARICOPA, AZ 85139 Name and Address of the Beneficiary Lakeview Loan Servicing, LLC c/o ServiceMac, LLC 9726 Old Bailes Road, Suite 200 Fort Mill, SC 29707 Name and Address of Trustee MTC Financial Inc. dba Trustee Corps 17100 Gillette Ave, Irvine, CA 92614 949-252-8300 TDD: 711 949.252.8300 Said sale will be made for cash (payable at time of sale), but without covenant or warranty, express or implied, regarding title, possession or encumbrances, to satisfy the remaining principal sum of the Note secured by said Deed, interest on advances, if any, fees, charges and expenses of the Trustee and of the trusts created by said Deed of Trust. The Trustee will accept only cash or cashier's check for reinstatement or price bid payment. Reinstatement payment must be paid before five o'clock P.M. (5:00 P.M.) on the last day other than a Saturday or legal holiday before the date of sale. The purchaser at the sale, other than the Beneficiary to the extent of his credit bid, shall pay the price bid no later than five o'clock P.M. of the following day, other than a Saturday or legal holiday. If the Trustee is unable to convey title for any reason, the successful bidder's sole and exclusive remedy shall be the return of monies paid to the Trustee and the successful bidder shall have no further recourse. Conveyance of the property shall be without warranty, express or implied, as to all liens, claims or interest having a priority senior to the Deed of Trust. The Trustee's qualification is that the Trustee is a corporation or association authorized to conduct a trust business. DATE: June 23, 2025 MTC Financial Inc. dba Trustee Corps Rosenda Cardenas, Authorized Signatory Manner of Trustee qualification: Real Estate Broker, as required by ARS Section 33-803. Subsection A. Name of Trustee's regulator: Arizona Department of Real Estate SALE INFORMATION CAN BE OBTAINED ONLINE AT www.Auction.com AUTOMATED SALES INFORMATION PLEASE CALL: Auction.com at 800.280.2832 Order Number 116551, Pub Dates: 10/09/2025, 10/16/2025, 10/23/2025, 10/30/2025, CASA GRANDE DISPATCH: [522, 84, 635, 640]
public-notice: [401, 433, 514, 1059]
notice-paragraph: (stamp): [279, 644, 298, 651]
notice-paragraph: Notary Public: [644, 891, 676, 898]
notice-paragraph: b. No lot within this R-2 zone shall be smaller in area than 5,000 square feet, nor narrower than 45 feet, nor less than 110 feet in depth.: [158, 380, 271, 400]
notice-paragraph: Casa Grande, AZ 85122-2307: [279, 438, 351, 445]
notice-paragraph: Member: Stephanie Dietl, - 20833 S. 214th Pl, Queen Creek, AZ 85142, USA - stephaniedietl7@gmail.com: [36, 141, 149, 161]
notice-paragraph: Name and address of beneficiary: (as of recording of Notice of Sale) Lakeview Loan Servicing, LLC By LoanCare, LLC, As Attorney In Fact Under A Limited Power of Attorney: [401, 768, 514, 795]
notice-paragraph: Jose Garcia: 1667 E Monument Plaza Circle, Casa Grande, AZ 85122, USA, dispatch@lorenzotrucking.com: [36, 459, 149, 479]
notice-paragraph: ACCORDING TO THE DEED OF TRUST OR UPON INFORMATION SUPPLIED BY THE BENEFICIARY, THE FOLLOWING INFORMATION IS PROVIDED PURSUANT TO A.R.S. SECTION 33-808(C):: [644, 504, 757, 537]
notice-paragraph: 7. REQUIRED - you must complete and submit with the Articles a Certificate of Disclosure. The Articles will be rejected if the Certificate of Disclosure is not simultaneously submitted.: [158, 912, 271, 938]
notice-paragraph: The name and address of the incorporators are:: [158, 620, 271, 633]
